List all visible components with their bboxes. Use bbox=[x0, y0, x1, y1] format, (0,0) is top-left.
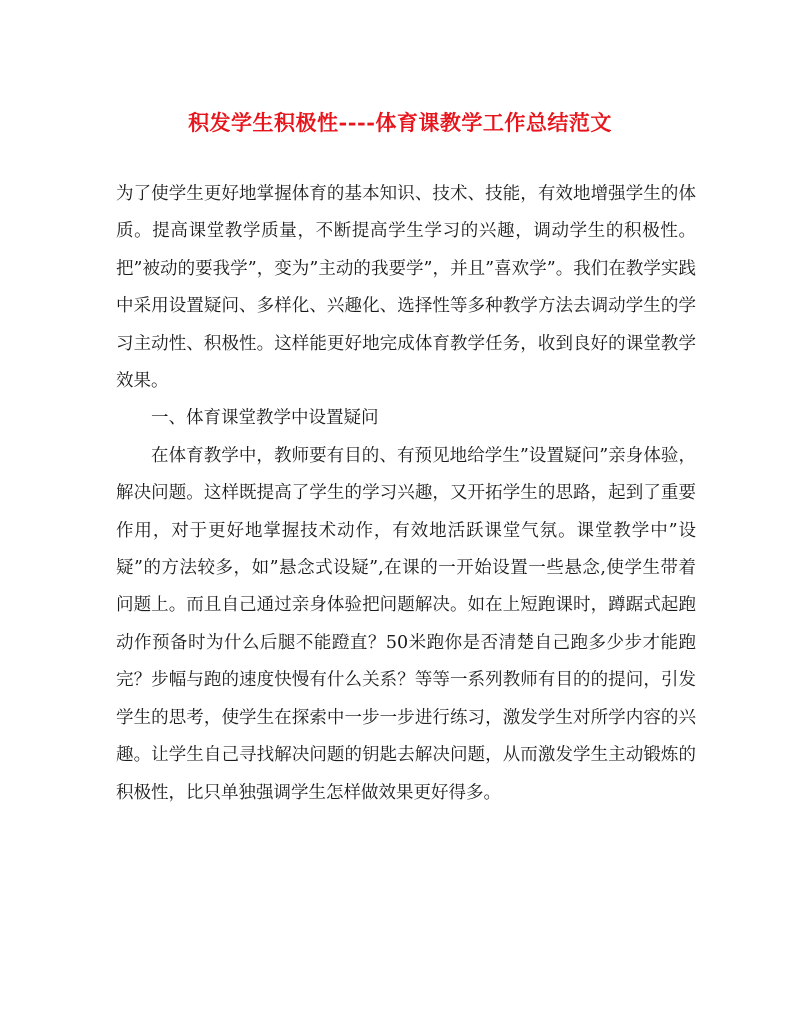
body-paragraph: 在体育教学中，教师要有目的、有预见地给学生”设置疑问”亲身体验，解决问题。这样既提高了学生的学习兴趣，又开拓学生的思路，起到了重要作用，对于更好地掌握技术动作，有效地活跃课堂气氛。课堂教学中”设疑”的方法较多，如”悬念式设疑”,在课的一开始设置一些悬念,使学生带着问题上。而且自己通过亲身体验把问题解决。如在上短跑课时，蹲踞式起跑动作预备时为什么后腿不能蹬直？50米跑你是否清楚自己跑多少步才能跑完？步幅与跑的速度快慢有什么关系？等等一系列教师有目的的提问，引发学生的思考，使学生在探索中一步一步进行练习，激发学生对所学内容的兴趣。让学生自己寻找解决问题的钥匙去解决问题，从而激发学生主动锻炼的积极性，比只单独强调学生怎样做效果更好得多。 bbox=[116, 445, 696, 803]
document-title: 积发学生积极性----体育课教学工作总结范文 bbox=[188, 110, 612, 135]
intro-paragraph: 为了使学生更好地掌握体育的基本知识、技术、技能，有效地增强学生的体质。提高课堂教学质量，不断提高学生学习的兴趣，调动学生的积极性。把”被动的要我学”，变为”主动的我要学”，并且”喜欢学”。我们在教学实践中采用设置疑问、多样化、兴趣化、选择性等多种教学方法去调动学生的学习主动性、积极性。这样能更好地完成体育教学任务，收到良好的课堂教学效果。 bbox=[116, 184, 696, 392]
document-body bbox=[116, 176, 696, 812]
section-heading: 一、体育课堂教学中设置疑问 bbox=[151, 408, 379, 429]
